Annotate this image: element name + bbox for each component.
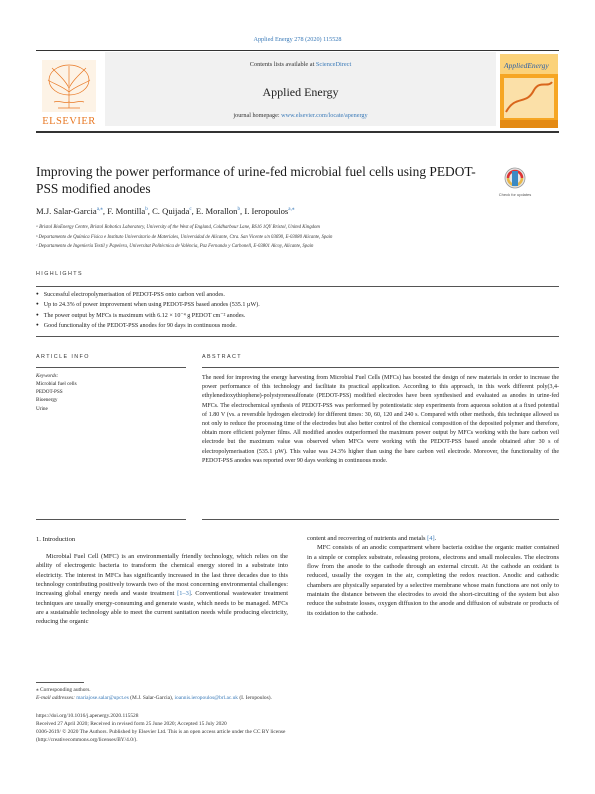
homepage-line xyxy=(105,112,496,119)
highlights-heading: HIGHLIGHTS xyxy=(36,271,83,277)
body-paragraph: content and recovering of nutrients and metals [4]. xyxy=(307,535,437,542)
copyright-line: 0306-2619/ © 2020 The Authors. Published by Elsevier Ltd. This is an open access article under the CC BY license xyxy=(36,729,286,735)
homepage-link[interactable]: www.elsevier.com/locate/apenergy xyxy=(281,112,368,119)
author[interactable]: M.J. Salar-Garcia$^{a,⁎}$ xyxy=(36,206,103,216)
email-note: E-mail addresses: mariajose.salar@upct.es (M.J. Salar-Garcia), ioannis.ieropoulos@brl.ac.uk (I. Ieropoulos). xyxy=(36,695,272,701)
keywords-block xyxy=(36,372,186,413)
article-info-heading: ARTICLE INFO xyxy=(36,354,90,360)
received-dates: Received 27 April 2020; Received in revised form 25 June 2020; Accepted 15 July 2020 xyxy=(36,721,227,727)
journal-reference[interactable]: Applied Energy 278 (2020) 115528 xyxy=(253,36,342,43)
divider xyxy=(36,336,559,337)
highlight-item: ● Up to 24.3% of power improvement when using PEDOT-PSS based anodes (535.1 µW). xyxy=(36,300,559,310)
author[interactable]: I. Ieropoulos$^{a,⁎}$ xyxy=(244,206,295,216)
homepage-prefix: journal homepage: xyxy=(233,112,282,119)
citation-link[interactable]: [4] xyxy=(427,535,435,542)
body-column-left xyxy=(36,552,288,627)
author[interactable]: C. Quijada$^c$ xyxy=(152,206,192,216)
divider xyxy=(202,519,559,520)
contents-prefix: Contents lists available at xyxy=(249,61,316,68)
keyword: Bioenergy xyxy=(36,397,58,404)
body-paragraph: Microbial Fuel Cell (MFC) is an environmentally friendly technology, which relies on the ability of electrogenic bacteria to transform the chemical energy stored in a substrate into electricity. The interest in MFCs has significantly increased in the last three decades due to this technology contributing positively towards two of the most concerning environmental challenges: increasing global energy needs and waste treatment [1–3]. Conventional wastewater treatment techniques are usually energy-consuming and generate waste, which needs to be managed. MFCs are a sustainable technology able to meet the current sanitation needs while producing electricity, reducing the organic xyxy=(36,553,288,626)
license-link[interactable]: (http://creativecommons.org/licenses/BY/4.0/). xyxy=(36,737,138,743)
author-list: M.J. Salar-Garcia$^{a,⁎}$, F. Montilla$^b$, C. Quijada$^c$, E. Morallon$^b$, I. Ieropoulos$^{a,⁎}$ xyxy=(36,206,295,216)
affiliation: ᵃ Bristol BioEnergy Centre, Bristol Robotics Laboratory, University of the West of England, Coldharbour Lane, BS16 1QY Bristol, United Kingdom xyxy=(36,225,320,230)
highlight-item: ● Successful electropolymerisation of PEDOT-PSS onto carbon veil anodes. xyxy=(36,290,559,300)
sciencedirect-link[interactable]: ScienceDirect xyxy=(315,61,352,68)
abstract-heading: ABSTRACT xyxy=(202,354,242,360)
body-paragraph: MFC consists of an anodic compartment where bacteria oxidise the organic matter contained in a simple or complex substrate, releasing protons, electrons and small molecules. The electrons flow from the anode to the cathode through an external circuit. At the cathode an oxidant is reduced, usually the oxygen in the air, completing the redox reaction. Anodic and cathodic chambers are physically separated by a selective membrane whose main functions are not only to maintain the distance between the electrodes to avoid the short-circuiting of the system but also reduce the substrate losses, oxygen diffusion to the anode and diffusion of substrate or products of its oxidation to the cathode. xyxy=(307,544,559,617)
journal-name: Applied Energy xyxy=(262,85,339,99)
body-column-right xyxy=(307,534,559,618)
email-link[interactable]: ioannis.ieropoulos@brl.ac.uk xyxy=(174,695,239,701)
keywords-title: Keywords: xyxy=(36,373,59,379)
email-link[interactable]: mariajose.salar@upct.es xyxy=(76,695,129,701)
section-heading-introduction: 1. Introduction xyxy=(36,536,76,543)
highlight-item: ● Good functionality of the PEDOT-PSS anodes for 90 days in continuous mode. xyxy=(36,321,559,331)
journal-masthead xyxy=(105,52,496,126)
crossmark-label: Check for updates xyxy=(498,192,532,197)
doi-link[interactable]: https://doi.org/10.1016/j.apenergy.2020.115528 xyxy=(36,713,139,719)
keyword: Microbial fuel cells xyxy=(36,381,77,387)
affiliations xyxy=(36,223,559,252)
contents-line xyxy=(105,61,496,68)
divider xyxy=(202,367,559,368)
corresponding-note: ⁎ Corresponding authors. xyxy=(36,687,91,693)
divider xyxy=(36,367,186,368)
highlights-list xyxy=(36,290,559,332)
citation-link[interactable]: [1–3] xyxy=(177,590,191,598)
publication-details xyxy=(36,712,559,744)
affiliation: ᶜ Departamento de Ingeniería Textil y Papelera, Universitat Politècnica de València, Paz Fernando y Carbonell, E-03801 Alcoy, Alicante, Spain xyxy=(36,244,314,250)
divider xyxy=(36,286,559,287)
journal-cover-thumbnail[interactable] xyxy=(500,54,558,128)
keyword: PEDOT-PSS xyxy=(36,389,63,396)
elsevier-wordmark: ELSEVIER xyxy=(42,116,96,127)
footnotes xyxy=(36,686,559,702)
highlight-item: ● The power output by MFCs is maximum with 6.12 × 10⁻⁴ g PEDOT cm⁻² anodes. xyxy=(36,311,559,321)
elsevier-logo xyxy=(38,58,100,128)
crossmark-check-for-updates-icon[interactable] xyxy=(498,165,532,203)
keyword: Urine xyxy=(36,405,48,412)
article-title: Improving the power performance of urine-fed microbial fuel cells using PEDOT-PSS modified anodes xyxy=(36,164,476,196)
affiliation: ᵇ Departamento de Química Física e Instituto Universitario de Materiales, Universidad de Alicante, Ctra. San Vicente s/n 03690, E-03080 Alicante, Spain xyxy=(36,234,333,240)
divider xyxy=(36,519,186,520)
author[interactable]: E. Morallon$^b$ xyxy=(195,206,241,216)
abstract-text: The need for improving the energy harvesting from Microbial Fuel Cells (MFCs) has boosted the design of new materials in order to increase the power performance of this technology and facilitate its practical application. According to this approach, in this work different poly(3,4-ethylenedioxythiophene)-polystyrenesulfonate (PEDOT-PSS) modified electrodes have been synthesised and evaluated as anodes in urine-fed MFCs. The electrochemical synthesis of PEDOT-PSS was performed by potentiostatic step experiments from aqueous solution at a fixed potential of 1.80 V (vs. a reversible hydrogen electrode) for different times: 30, 60, 120 and 240 s. Compared with other methods, this technique allowed us not only to reduce the processing time of the electrodes but also better control of the chemical composition of the deposited polymer and therefore, obtain more efficient polymer films. All modified anodes outperformed the maximum power output by MFCs working with the bare carbon veil electrode but the maximum value was observed when MFCs were working with the PEDOT-PSS based anode obtained after 30 s of electropolymerisation (535.1 µW). This value was 24.3% higher than using the bare carbon veil electrode. Moreover, the functionality of the PEDOT-PSS anodes was reported over 90 days working in continuous mode. xyxy=(202,375,559,464)
author[interactable]: F. Montilla$^b$ xyxy=(107,206,148,216)
footnote-divider xyxy=(36,682,84,683)
cover-journal-title: AppliedEnergy xyxy=(504,61,549,70)
